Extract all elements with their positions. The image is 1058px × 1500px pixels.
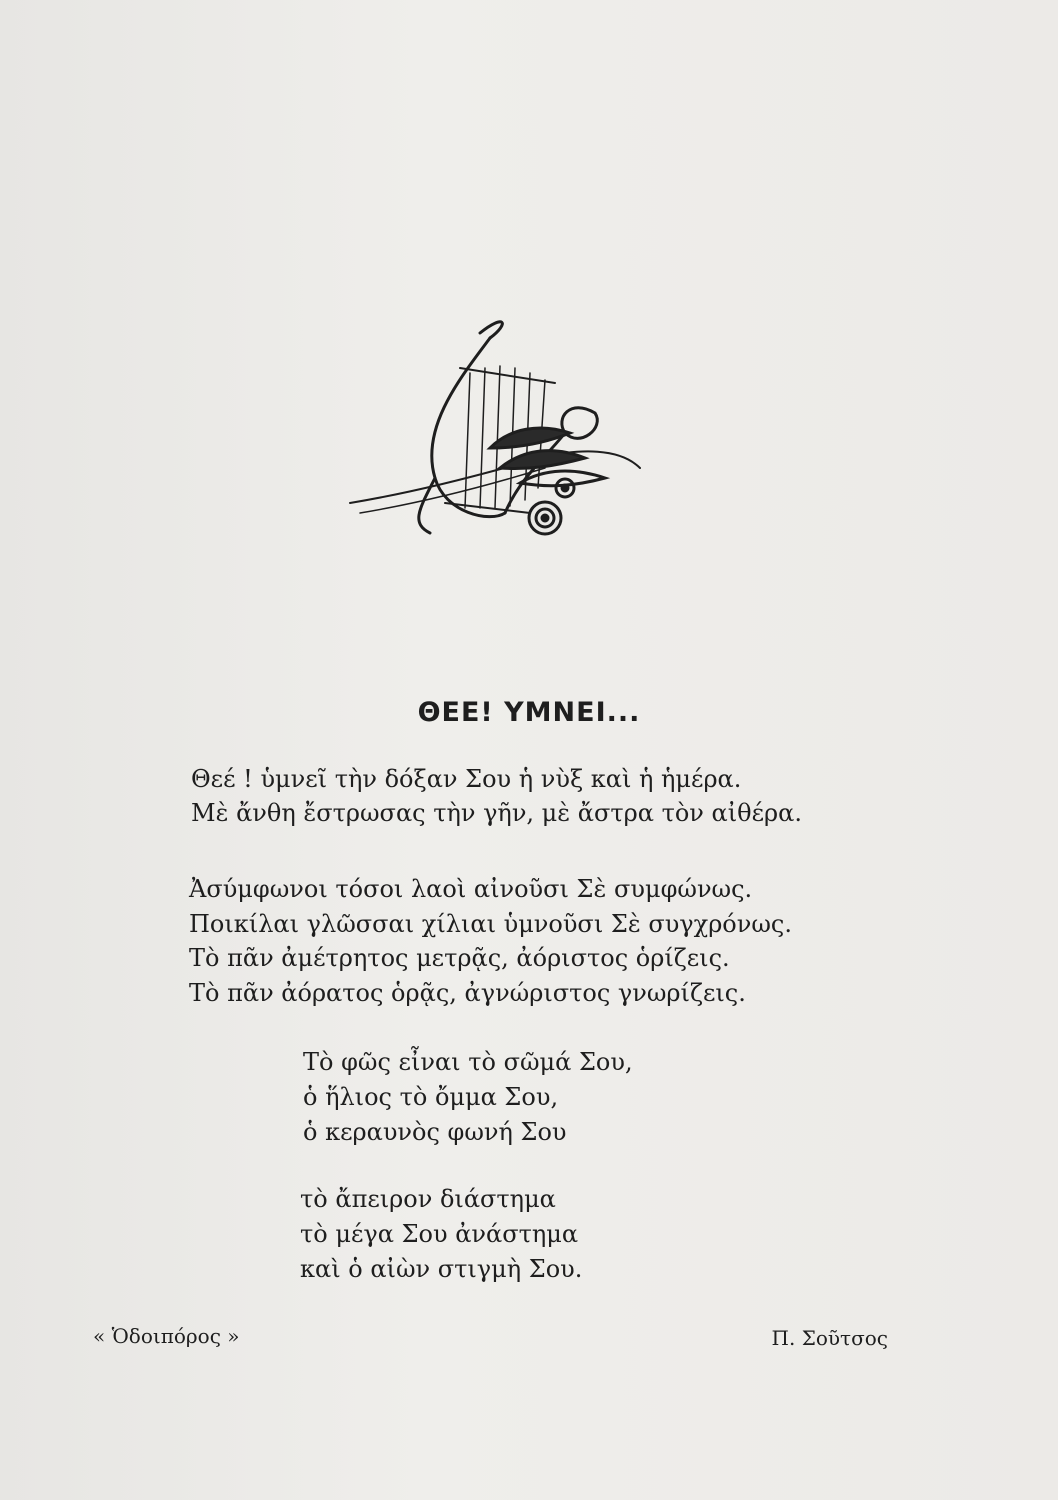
verse-line: Τὸ πᾶν ἀόρατος ὁρᾷς, ἀγνώριστος γνωρίζεις. xyxy=(189,979,746,1007)
poem-title: ΘΕΕ! ΥΜΝΕΙ... xyxy=(417,697,641,728)
verse-line: καὶ ὁ αἰὼν στιγμὴ Σου. xyxy=(300,1255,583,1283)
verse-line: τὸ μέγα Σου ἀνάστημα xyxy=(300,1220,579,1248)
verse-line: Ἀσύμφωνοι τόσοι λαοὶ αἰνοῦσι Σὲ συμφώνως. xyxy=(189,875,753,903)
verse-line: Τὸ πᾶν ἀμέτρητος μετρᾷς, ἀόριστος ὁρίζεις. xyxy=(189,944,730,972)
author-name: Π. Σοῦτσος xyxy=(771,1326,888,1350)
verse-line: Τὸ φῶς εἶναι τὸ σῶμά Σου, xyxy=(303,1048,633,1076)
verse-line: Ποικίλαι γλῶσσαι χίλιαι ὑμνοῦσι Σὲ συγχρόνως. xyxy=(189,910,792,938)
lyre-ornament-icon xyxy=(340,318,650,558)
source-title: « Ὁδοιπόρος » xyxy=(93,1324,240,1348)
verse-line: τὸ ἄπειρον διάστημα xyxy=(300,1185,556,1213)
verse-line: Μὲ ἄνθη ἔστρωσας τὴν γῆν, μὲ ἄστρα τὸν αἰθέρα. xyxy=(191,799,802,827)
verse-line: ὁ κεραυνὸς φωνή Σου xyxy=(303,1118,567,1146)
verse-line: ὁ ἥλιος τὸ ὄμμα Σου, xyxy=(303,1083,559,1111)
verse-line: Θεέ ! ὑμνεῖ τὴν δόξαν Σου ἡ νὺξ καὶ ἡ ἡμέρα. xyxy=(191,765,742,793)
